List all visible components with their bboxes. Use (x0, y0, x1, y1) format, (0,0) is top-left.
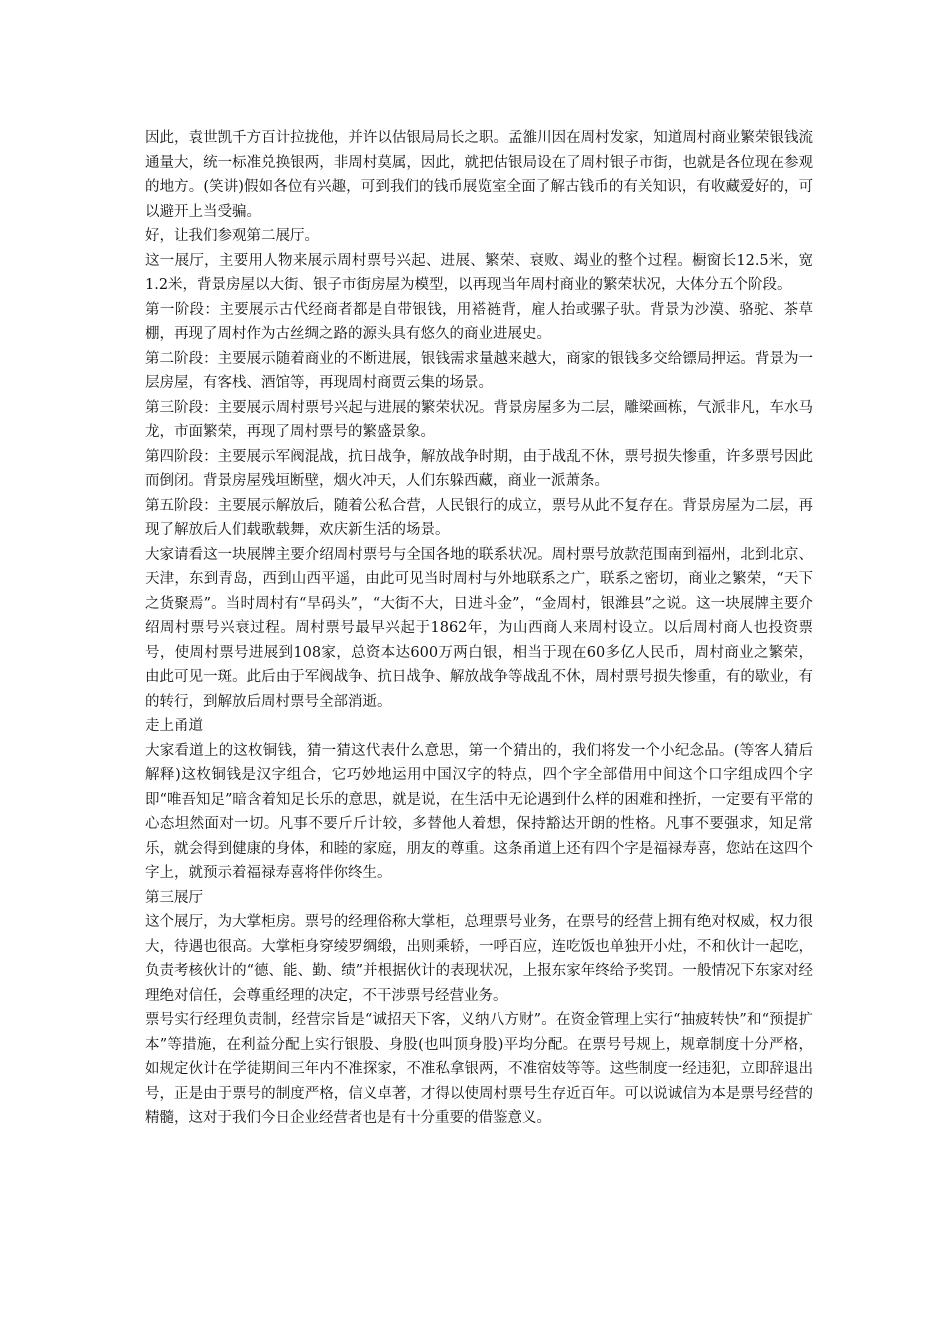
paragraph-guyinju-intro: 因此，袁世凯千方百计拉拢他，并许以估银局局长之职。孟雒川因在周村发家，知道周村商业繁荣银钱流通量大，统一标准兑换银两，非周村莫属，因此，就把估银局设在了周村银子市街，也就是各位现在参观的地方。(笑讲)假如各位有兴趣，可到我们的钱币展览室全面了解古钱币的有关知识，有收藏爱好的，可以避开上当受骗。 (145, 130, 813, 220)
section-heading-third-hall: 第三展厅 (145, 889, 203, 906)
paragraph-manager-room: 这个展厅，为大掌柜房。票号的经理俗称大掌柜，总理票号业务，在票号的经营上拥有绝对权威，权力很大，待遇也很高。大掌柜身穿绫罗绸缎，出则乘轿，一呼百应，连吃饭也单独开小灶，不和伙计一起吃，负责考核伙计的“德、能、勤、绩”并根据伙计的表现状况，上报东家年终给予奖罚。一般情况下东家对经理绝对信任，会尊重经理的决定，不干涉票号经营业务。 (145, 914, 813, 1004)
paragraph-second-hall-overview: 这一展厅，主要用人物来展示周村票号兴起、进展、繁荣、衰败、竭业的整个过程。橱窗长12.5米，宽1.2米，背景房屋以大街、银子市街房屋为模型，以再现当年周村商业的繁荣状况，大体分五个阶段。 (145, 252, 813, 293)
paragraph-stage-five: 第五阶段：主要展示解放后，随着公私合营，人民银行的成立，票号从此不复存在。背景房屋为二层，再现了解放后人们载歌载舞，欢庆新生活的场景。 (145, 497, 813, 538)
paragraph-copper-coin: 大家看道上的这枚铜钱，猜一猜这代表什么意思，第一个猜出的，我们将发一个小纪念品。(等客人猜后解释)这枚铜钱是汉字组合，它巧妙地运用中国汉字的特点，四个字全部借用中间这个口字组成四个字即“唯吾知足”暗含着知足长乐的意思，就是说，在生活中无论遇到什么样的困难和挫折，一定要有平常的心态坦然面对一切。凡事不要斤斤计较，多替他人着想，保持豁达开朗的性格。凡事不要强求，知足常乐，就会得到健康的身体，和睦的家庭，朋友的尊重。这条甬道上还有四个字是福禄寿喜，您站在这四个字上，就预示着福禄寿喜将伴你终生。 (145, 742, 813, 881)
paragraph-stage-two: 第二阶段：主要展示随着商业的不断进展，银钱需求量越来越大，商家的银钱多交给镖局押运。背景为一层房屋，有客栈、酒馆等，再现周村商贾云集的场景。 (145, 350, 813, 391)
paragraph-stage-one: 第一阶段：主要展示古代经商者都是自带银钱，用褡裢背，雇人抬或骡子驮。背景为沙漠、骆驼、茶草棚，再现了周村作为古丝绸之路的源头具有悠久的商业进展史。 (145, 301, 813, 342)
paragraph-visit-second-hall: 好，让我们参观第二展厅。 (145, 228, 319, 244)
section-heading-corridor: 走上甬道 (145, 718, 203, 734)
document-page (145, 126, 813, 1131)
paragraph-stage-three: 第三阶段：主要展示周村票号兴起与进展的繁荣状况。背景房屋多为二层，雕梁画栋，气派非凡，车水马龙，市面繁荣，再现了周村票号的繁盛景象。 (145, 399, 813, 440)
paragraph-exhibit-board: 大家请看这一块展牌主要介绍周村票号与全国各地的联系状况。周村票号放款范围南到福州，北到北京、天津，东到青岛，西到山西平遥，由此可见当时周村与外地联系之广，联系之密切，商业之繁荣，“天下之货聚焉”。当时周村有“旱码头”，“大街不大，日进斗金”，“金周村，银潍县”之说。这一块展牌主要介绍周村票号兴衰过程。周村票号最早兴起于1862年，为山西商人来周村设立。以后周村商人也投资票号，使周村票号进展到108家，总资本达600万两白银，相当于现在60多亿人民币，周村商业之繁荣，由此可见一斑。此后由于军阀战争、抗日战争、解放战争等战乱不休，周村票号损失惨重，有的歇业，有的转行，到解放后周村票号全部消逝。 (145, 546, 813, 710)
paragraph-manager-system: 票号实行经理负责制，经营宗旨是“诚招天下客，义纳八方财”。在资金管理上实行“抽疲转快”和“预提扩本”等措施，在利益分配上实行银股、身股(也叫顶身股)平均分配。在票号号规上，规章制度十分严格，如规定伙计在学徒期间三年内不准探家，不准私拿银两，不准宿妓等等。这些制度一经违犯，立即辞退出号，正是由于票号的制度严格，信义卓著，才得以使周村票号生存近百年。可以说诚信为本是票号经营的精髓，这对于我们今日企业经营者也是有十分重要的借鉴意义。 (145, 1012, 813, 1126)
paragraph-stage-four: 第四阶段：主要展示军阀混战，抗日战争，解放战争时期，由于战乱不休，票号损失惨重，许多票号因此而倒闭。背景房屋残垣断壁，烟火冲天，人们东躲西藏，商业一派萧条。 (145, 448, 813, 489)
